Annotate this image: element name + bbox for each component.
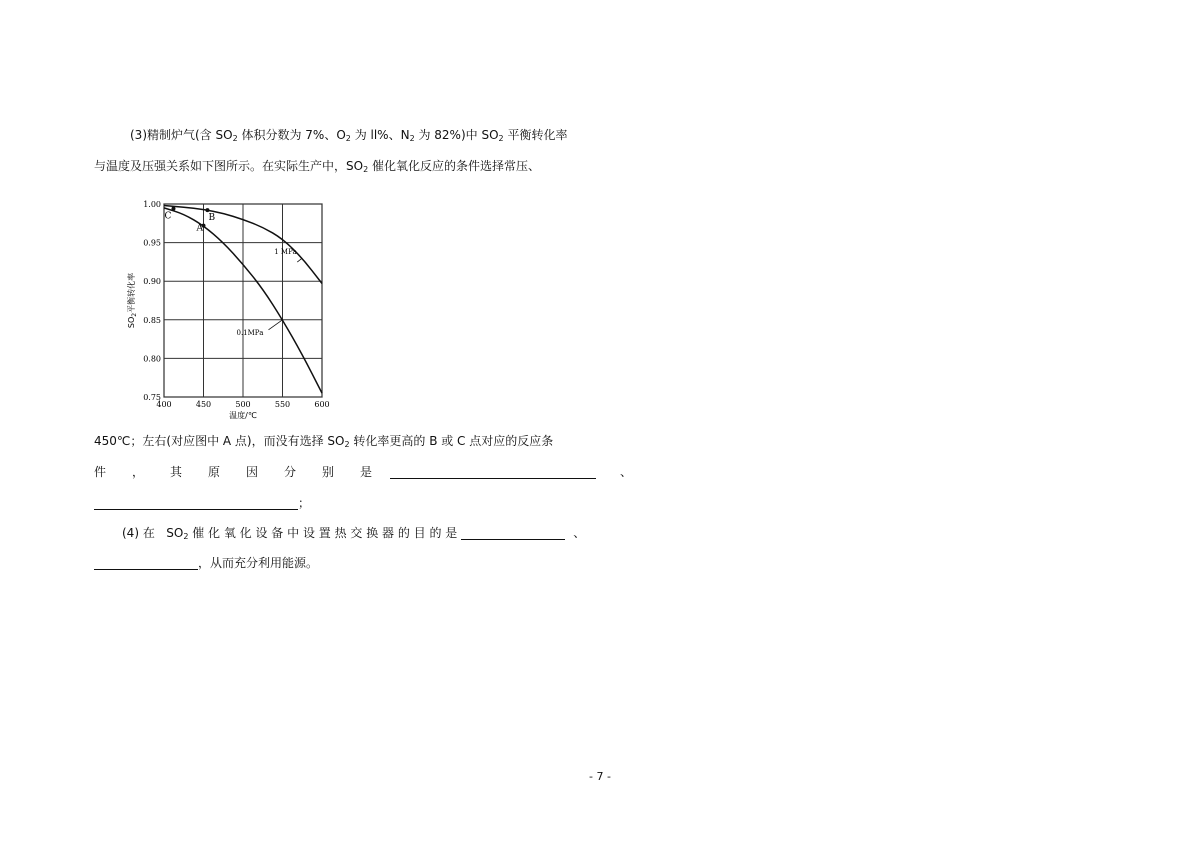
y-axis-title: $SO_2$平衡转化率	[127, 272, 138, 329]
x-tick-label: 500	[235, 400, 251, 409]
q4-line-1	[122, 524, 585, 546]
subscript: 2	[183, 532, 189, 541]
series-leader	[269, 320, 283, 330]
subscript: 2	[409, 134, 415, 143]
x-tick-label: 400	[156, 400, 172, 409]
char: 件	[94, 465, 107, 479]
text-segment: 转化率更高的 B 或 C 点对应的反应条	[349, 434, 554, 448]
separator: 、	[573, 526, 586, 540]
y-tick-label: 0.75	[143, 393, 161, 402]
series-label: 0.1MPa	[236, 328, 264, 337]
answer-blank-4[interactable]	[94, 556, 198, 570]
q3-line-2	[94, 157, 540, 179]
point-label: C	[164, 211, 172, 222]
char: 因	[246, 465, 259, 479]
conversion-chart	[122, 196, 342, 428]
char: ，	[132, 465, 145, 479]
subscript: 2	[345, 134, 351, 143]
separator: 、	[620, 465, 633, 479]
page-number: - 7 -	[589, 770, 611, 783]
y-tick-label: 0.95	[143, 238, 161, 248]
y-tick-label: 1.00	[143, 200, 161, 209]
chart-grid	[164, 204, 322, 397]
x-tick-label: 550	[274, 400, 291, 409]
y-tick-label: 0.90	[143, 277, 161, 287]
subscript: 2	[363, 165, 369, 174]
y-tick-label: 0.85	[143, 315, 161, 325]
point-label: A	[196, 223, 203, 234]
text-segment: (4) 在 SO	[122, 526, 184, 540]
text-segment: 450℃；左右(对应图中 A 点)，而没有选择 SO	[94, 434, 345, 448]
subscript: 2	[232, 134, 238, 143]
text-segment: 体积分数为 7%、O	[237, 128, 346, 142]
answer-blank-3[interactable]	[461, 526, 565, 540]
answer-blank-2[interactable]	[94, 496, 298, 510]
q4-line-2	[94, 554, 318, 572]
text-segment: 为 82%)中 SO	[414, 128, 499, 142]
subscript: 2	[498, 134, 504, 143]
char: 别	[322, 465, 335, 479]
x-tick-label: 600	[314, 400, 330, 409]
text-segment: 与温度及压强关系如下图所示。在实际生产中，SO	[94, 159, 364, 173]
char: 分	[284, 465, 297, 479]
char: 原	[208, 465, 221, 479]
text-segment: 催 化 氧 化 设 备 中 设 置 热 交 换 器 的 目 的 是	[188, 526, 458, 540]
series-leader	[297, 258, 302, 262]
text-segment: ，从而充分利用能源。	[198, 556, 319, 570]
q3-line-1	[130, 126, 567, 148]
chart-labels	[126, 200, 330, 420]
subscript: 2	[344, 440, 350, 449]
y-tick-label: 0.80	[143, 354, 161, 364]
marked-point	[171, 207, 175, 211]
point-label: B	[208, 213, 216, 224]
series-label: 1 MPa	[274, 248, 297, 257]
text-segment: 平衡转化率	[503, 128, 568, 142]
text-segment: (3)精制炉气(含 SO	[130, 128, 233, 142]
answer-blank-1[interactable]	[390, 465, 596, 479]
text-segment: 催化氧化反应的条件选择常压、	[368, 159, 540, 173]
char: 其	[170, 465, 183, 479]
q3-line-4	[94, 463, 632, 481]
x-axis-title: 温度/℃	[229, 411, 257, 420]
x-tick-label: 450	[195, 400, 212, 409]
text-segment: 为 ll%、N	[350, 128, 410, 142]
q3-line-5	[94, 494, 310, 512]
marked-point	[205, 208, 209, 212]
char: 是	[360, 465, 373, 479]
q3-line-3	[94, 432, 553, 454]
text-segment: ；	[298, 496, 311, 510]
